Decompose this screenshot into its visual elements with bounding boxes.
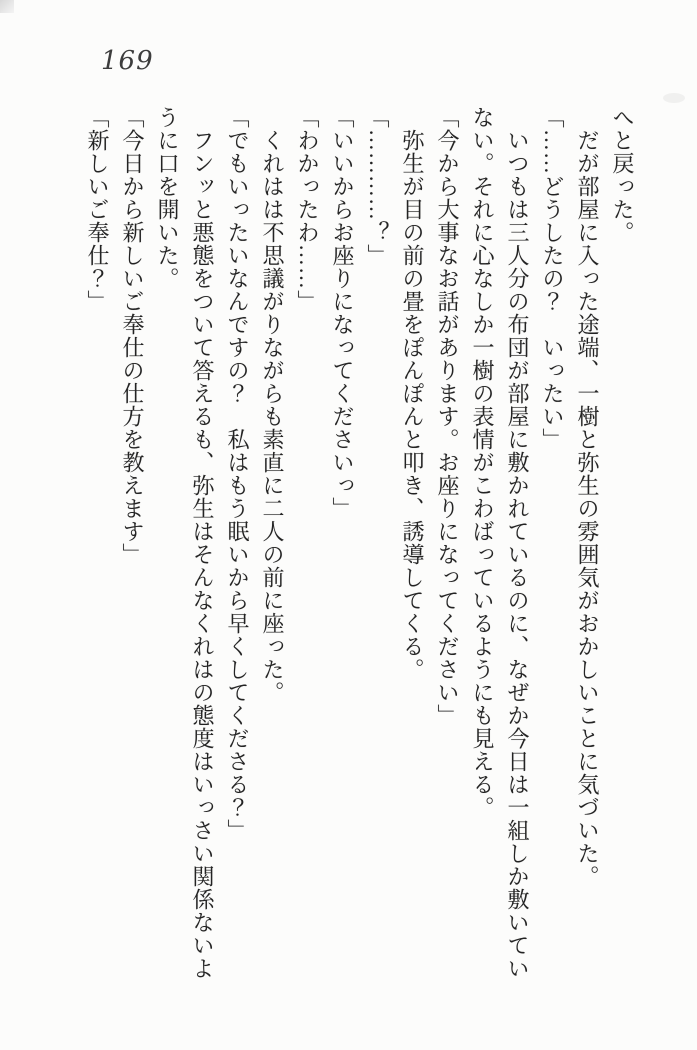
paragraph: 「今日から新しいご奉仕の仕方を教えます」	[120, 106, 145, 566]
page-number: 169	[101, 46, 154, 76]
paragraph: 「…………？」	[365, 106, 390, 267]
scan-corner-artifact	[0, 0, 14, 13]
paragraph: だが部屋に入った途端、一樹と弥生の雰囲気がおかしいことに気づいた。	[575, 106, 600, 888]
paragraph: 弥生が目の前の畳をぽんぽんと叩き、誘導してくる。	[400, 106, 425, 681]
paragraph: いつもは三人分の布団が部屋に敷かれているのに、なぜか今日は一組しか敷いていない。それに心なしか一樹の表情がこわばっているようにも見える。	[470, 106, 530, 980]
paragraph: 「いいからお座りになってくださいっ」	[330, 106, 355, 520]
paragraph: 「……どうしたの？ いったい」	[540, 106, 565, 451]
paragraph: へと戻った。	[610, 106, 635, 244]
paragraph: 「わかったわ……」	[295, 106, 320, 313]
paragraph: 「でもいったいなんですの？ 私はもう眠いから早くしてくださる？」	[225, 106, 250, 842]
vertical-text-block	[80, 106, 640, 990]
paragraph: フンッと悪態をついて答えるも、弥生はそんなくれはの態度はいっさい関係ないように口を開いた。	[155, 106, 215, 980]
scan-smudge	[663, 93, 685, 103]
paragraph: 「今から大事なお話があります。お座りになってください」	[435, 106, 460, 727]
paragraph: 「新しいご奉仕？」	[85, 106, 110, 313]
paragraph: くれはは不思議がりながらも素直に二人の前に座った。	[260, 106, 285, 704]
